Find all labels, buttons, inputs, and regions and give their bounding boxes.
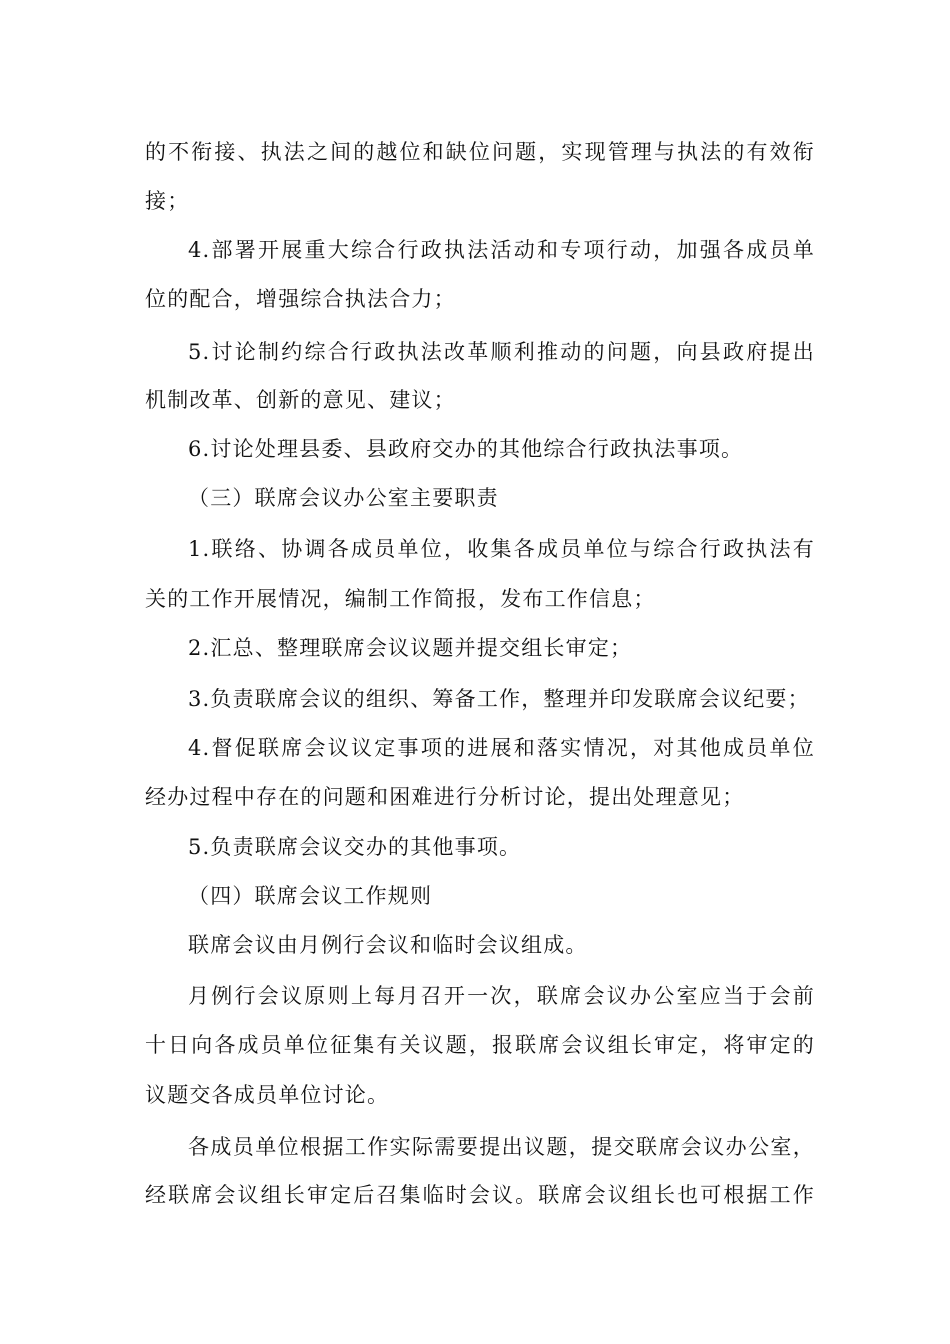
text-line: 月例行会议原则上每月召开一次，联席会议办公室应当于会前 [188, 984, 815, 1008]
text-line: 位的配合，增强综合执法合力； [145, 287, 456, 311]
section-heading: （三）联席会议办公室主要职责 [188, 486, 499, 510]
text-line: 议题交各成员单位讨论。 [145, 1083, 390, 1107]
text-line: 关的工作开展情况，编制工作简报，发布工作信息； [145, 587, 656, 611]
text-line: 十日向各成员单位征集有关议题，报联席会议组长审定，将审定的 [145, 1033, 815, 1057]
text-line: 联席会议由月例行会议和临时会议组成。 [188, 933, 588, 957]
text-line: 各成员单位根据工作实际需要提出议题，提交联席会议办公室， [188, 1135, 815, 1159]
text-line: 4.部署开展重大综合行政执法活动和专项行动，加强各成员单 [188, 238, 815, 262]
text-line: 6.讨论处理县委、县政府交办的其他综合行政执法事项。 [188, 437, 744, 461]
text-line: 经联席会议组长审定后召集临时会议。联席会议组长也可根据工作 [145, 1183, 815, 1207]
text-line: 的不衔接、执法之间的越位和缺位问题，实现管理与执法的有效衔 [145, 140, 815, 164]
text-line: 经办过程中存在的问题和困难进行分析讨论，提出处理意见； [145, 785, 745, 809]
text-line: 4.督促联席会议议定事项的进展和落实情况，对其他成员单位 [188, 736, 815, 760]
text-line: 2.汇总、整理联席会议议题并提交组长审定； [188, 636, 633, 660]
text-line: 机制改革、创新的意见、建议； [145, 388, 456, 412]
text-line: 5.负责联席会议交办的其他事项。 [188, 835, 522, 859]
text-line: 3.负责联席会议的组织、筹备工作，整理并印发联席会议纪要； [188, 687, 810, 711]
text-line: 5.讨论制约综合行政执法改革顺利推动的问题，向县政府提出 [188, 340, 815, 364]
section-heading: （四）联席会议工作规则 [188, 884, 433, 908]
text-line: 接； [145, 189, 190, 213]
text-line: 1.联络、协调各成员单位，收集各成员单位与综合行政执法有 [188, 537, 815, 561]
